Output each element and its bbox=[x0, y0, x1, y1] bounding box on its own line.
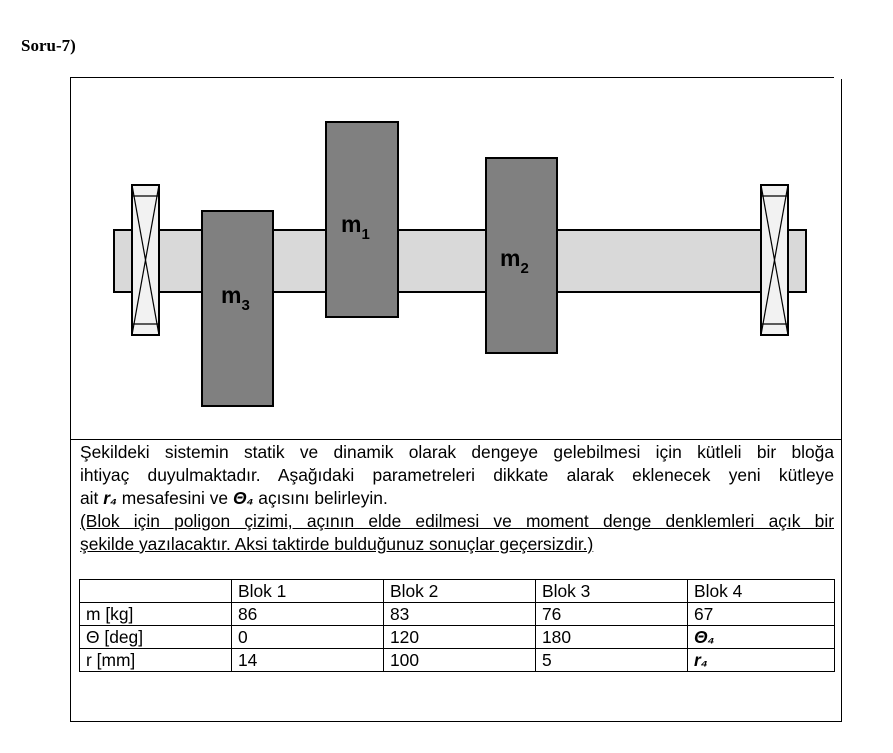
table-cell: Θ [deg] bbox=[80, 626, 232, 649]
table-cell: 14 bbox=[232, 649, 384, 672]
table-header-cell: Blok 4 bbox=[688, 580, 835, 603]
mass-label-m2: $m_2$ bbox=[500, 245, 529, 277]
question-title: Soru-7) bbox=[21, 36, 76, 55]
table-cell: 0 bbox=[232, 626, 384, 649]
table-row bbox=[80, 649, 835, 672]
mass-label-m3: $m_3$ bbox=[221, 282, 250, 314]
table-header-cell: Blok 3 bbox=[536, 580, 688, 603]
table-cell: 180 bbox=[536, 626, 688, 649]
table-header-cell bbox=[80, 580, 232, 603]
text-line-5: şekilde yazılacaktır. Aksi taktirde bulduğunuz sonuçlar geçersizdir.) bbox=[80, 534, 594, 554]
left-bearing bbox=[132, 185, 159, 335]
table-cell: r [mm] bbox=[80, 649, 232, 672]
text-line-1: Şekildeki sistemin statik ve dinamik olarak dengeye gelebilmesi için kütleli bir bloğa bbox=[80, 442, 834, 462]
text-line-3: ait r₄ mesafesini ve Θ₄ açısını belirleyin. bbox=[80, 488, 388, 508]
table-cell: 5 bbox=[536, 649, 688, 672]
mass-block-2 bbox=[486, 158, 557, 353]
table-cell: 67 bbox=[688, 603, 835, 626]
section-divider bbox=[70, 439, 842, 440]
theta4-symbol: Θ₄ bbox=[232, 488, 254, 508]
r4-value: r₄ bbox=[694, 650, 708, 670]
table-row bbox=[80, 603, 835, 626]
table-header-cell: Blok 1 bbox=[232, 580, 384, 603]
theta4-value: Θ₄ bbox=[694, 627, 715, 647]
table-row bbox=[80, 626, 835, 649]
question-text bbox=[80, 441, 834, 556]
mass-block-1 bbox=[326, 122, 398, 317]
right-bearing bbox=[761, 185, 788, 335]
mass-block-3 bbox=[202, 211, 273, 406]
r4-symbol: r₄ bbox=[103, 488, 117, 508]
table-cell: m [kg] bbox=[80, 603, 232, 626]
mass-label-m1: $m_1$ bbox=[341, 211, 370, 243]
table-cell bbox=[688, 649, 835, 672]
parameter-table bbox=[79, 579, 835, 672]
table-cell: 86 bbox=[232, 603, 384, 626]
table-cell: 120 bbox=[384, 626, 536, 649]
table-cell bbox=[688, 626, 835, 649]
table-cell: 76 bbox=[536, 603, 688, 626]
table-cell: 100 bbox=[384, 649, 536, 672]
table-cell: 83 bbox=[384, 603, 536, 626]
table-header-row bbox=[80, 580, 835, 603]
text-line-4: (Blok için poligon çizimi, açının elde edilmesi ve moment denge denklemleri açık bir bbox=[80, 511, 834, 531]
text-line-2: ihtiyaç duyulmaktadır. Aşağıdaki parametreleri dikkate alarak eklenecek yeni kütleye bbox=[80, 465, 834, 485]
table-header-cell: Blok 2 bbox=[384, 580, 536, 603]
